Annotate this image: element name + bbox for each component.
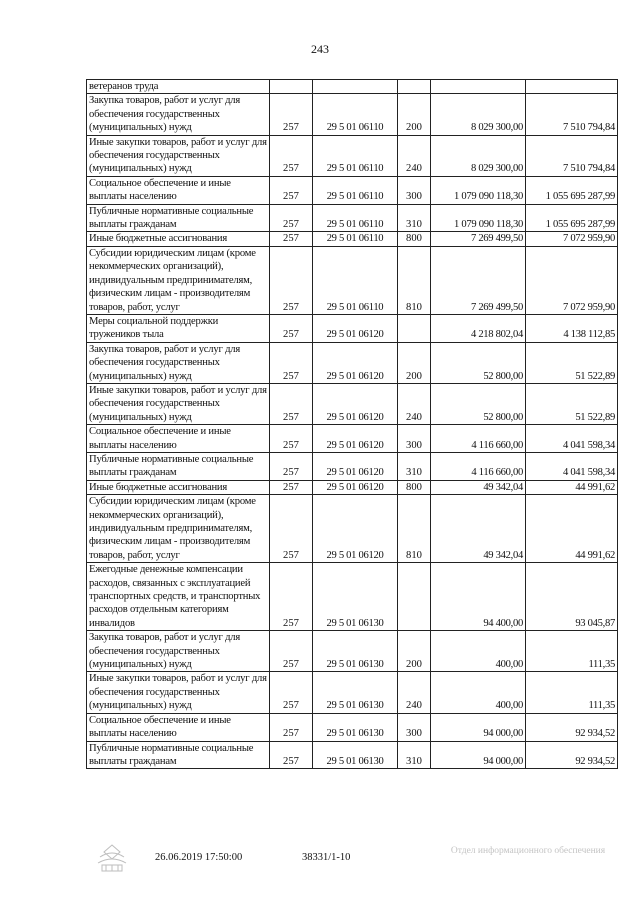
row-planned-amount: 94 000,00	[431, 741, 526, 769]
row-target-code: 29 5 01 06120	[313, 452, 398, 480]
row-executed-amount: 92 934,52	[526, 741, 618, 769]
row-expense-type: 240	[398, 383, 431, 424]
row-planned-amount: 1 079 090 118,30	[431, 204, 526, 232]
row-name: Иные бюджетные ассигнования	[87, 480, 270, 494]
row-name: Ежегодные денежные компенсации расходов, связанных с эксплуатацией транспортных средств, и транспортных расходов отдельным категориям инвалидов	[87, 563, 270, 631]
row-executed-amount: 93 045,87	[526, 563, 618, 631]
row-planned-amount: 49 342,04	[431, 495, 526, 563]
row-executed-amount: 51 522,89	[526, 342, 618, 383]
table-row	[87, 246, 618, 314]
budget-table-body	[87, 80, 618, 769]
row-planned-amount: 4 218 802,04	[431, 314, 526, 342]
row-executed-amount: 7 510 794,84	[526, 135, 618, 176]
table-row	[87, 204, 618, 232]
row-planned-amount: 94 000,00	[431, 713, 526, 741]
row-expense-type: 310	[398, 741, 431, 769]
row-ved-code: 257	[270, 452, 313, 480]
row-ved-code: 257	[270, 383, 313, 424]
emblem-icon	[92, 843, 132, 875]
row-ved-code: 257	[270, 425, 313, 453]
row-planned-amount: 8 029 300,00	[431, 135, 526, 176]
row-target-code: 29 5 01 06110	[313, 246, 398, 314]
table-row	[87, 342, 618, 383]
row-ved-code: 257	[270, 314, 313, 342]
row-name: Публичные нормативные социальные выплаты гражданам	[87, 741, 270, 769]
row-name: Закупка товаров, работ и услуг для обеспечения государственных (муниципальных) нужд	[87, 342, 270, 383]
row-planned-amount: 400,00	[431, 672, 526, 713]
footer-doc-id: 38331/1-10	[302, 852, 351, 863]
table-row	[87, 741, 618, 769]
row-expense-type: 810	[398, 495, 431, 563]
row-executed-amount: 4 138 112,85	[526, 314, 618, 342]
table-row	[87, 425, 618, 453]
row-ved-code: 257	[270, 232, 313, 246]
row-planned-amount	[431, 80, 526, 94]
row-ved-code: 257	[270, 176, 313, 204]
row-planned-amount: 8 029 300,00	[431, 94, 526, 135]
row-ved-code: 257	[270, 563, 313, 631]
row-ved-code: 257	[270, 480, 313, 494]
row-planned-amount: 400,00	[431, 631, 526, 672]
row-name: Иные закупки товаров, работ и услуг для обеспечения государственных (муниципальных) нужд	[87, 383, 270, 424]
table-row	[87, 495, 618, 563]
row-name: Публичные нормативные социальные выплаты гражданам	[87, 452, 270, 480]
row-expense-type	[398, 314, 431, 342]
row-target-code	[313, 80, 398, 94]
row-executed-amount	[526, 80, 618, 94]
row-expense-type	[398, 80, 431, 94]
row-name: Субсидии юридическим лицам (кроме некоммерческих организаций), индивидуальным предпринимателям, физическим лицам - производителям товаров, работ, услуг	[87, 246, 270, 314]
row-target-code: 29 5 01 06120	[313, 342, 398, 383]
row-target-code: 29 5 01 06120	[313, 480, 398, 494]
row-ved-code: 257	[270, 495, 313, 563]
row-expense-type: 200	[398, 631, 431, 672]
row-target-code: 29 5 01 06130	[313, 631, 398, 672]
table-row	[87, 383, 618, 424]
row-executed-amount: 1 055 695 287,99	[526, 176, 618, 204]
row-ved-code	[270, 80, 313, 94]
row-target-code: 29 5 01 06130	[313, 672, 398, 713]
table-row	[87, 94, 618, 135]
row-expense-type: 810	[398, 246, 431, 314]
row-name: Меры социальной поддержки тружеников тыла	[87, 314, 270, 342]
row-planned-amount: 94 400,00	[431, 563, 526, 631]
footer-datetime: 26.06.2019 17:50:00	[155, 852, 243, 863]
page-number: 243	[311, 42, 329, 56]
row-expense-type: 200	[398, 342, 431, 383]
row-planned-amount: 4 116 660,00	[431, 425, 526, 453]
row-target-code: 29 5 01 06110	[313, 135, 398, 176]
table-row	[87, 176, 618, 204]
table-row	[87, 135, 618, 176]
row-executed-amount: 111,35	[526, 672, 618, 713]
row-expense-type: 800	[398, 480, 431, 494]
row-ved-code: 257	[270, 204, 313, 232]
row-target-code: 29 5 01 06120	[313, 495, 398, 563]
row-name: Иные закупки товаров, работ и услуг для обеспечения государственных (муниципальных) нужд	[87, 135, 270, 176]
row-planned-amount: 1 079 090 118,30	[431, 176, 526, 204]
row-executed-amount: 44 991,62	[526, 480, 618, 494]
row-ved-code: 257	[270, 741, 313, 769]
table-row	[87, 232, 618, 246]
row-executed-amount: 4 041 598,34	[526, 452, 618, 480]
table-row	[87, 672, 618, 713]
row-planned-amount: 52 800,00	[431, 383, 526, 424]
table-row	[87, 480, 618, 494]
row-executed-amount: 4 041 598,34	[526, 425, 618, 453]
table-row	[87, 563, 618, 631]
row-executed-amount: 1 055 695 287,99	[526, 204, 618, 232]
row-ved-code: 257	[270, 135, 313, 176]
row-target-code: 29 5 01 06110	[313, 176, 398, 204]
row-planned-amount: 7 269 499,50	[431, 246, 526, 314]
row-target-code: 29 5 01 06120	[313, 383, 398, 424]
table-row	[87, 713, 618, 741]
row-name: Иные закупки товаров, работ и услуг для обеспечения государственных (муниципальных) нужд	[87, 672, 270, 713]
row-name: Социальное обеспечение и иные выплаты населению	[87, 713, 270, 741]
budget-table	[86, 79, 618, 769]
row-name: Публичные нормативные социальные выплаты гражданам	[87, 204, 270, 232]
row-planned-amount: 4 116 660,00	[431, 452, 526, 480]
row-ved-code: 257	[270, 713, 313, 741]
row-expense-type	[398, 563, 431, 631]
row-executed-amount: 51 522,89	[526, 383, 618, 424]
row-ved-code: 257	[270, 342, 313, 383]
table-row	[87, 314, 618, 342]
row-planned-amount: 7 269 499,50	[431, 232, 526, 246]
row-expense-type: 300	[398, 425, 431, 453]
row-name: Иные бюджетные ассигнования	[87, 232, 270, 246]
row-expense-type: 200	[398, 94, 431, 135]
row-executed-amount: 92 934,52	[526, 713, 618, 741]
row-name: Закупка товаров, работ и услуг для обеспечения государственных (муниципальных) нужд	[87, 631, 270, 672]
row-ved-code: 257	[270, 94, 313, 135]
row-target-code: 29 5 01 06110	[313, 94, 398, 135]
row-executed-amount: 7 072 959,90	[526, 246, 618, 314]
row-target-code: 29 5 01 06120	[313, 314, 398, 342]
row-executed-amount: 7 072 959,90	[526, 232, 618, 246]
row-ved-code: 257	[270, 631, 313, 672]
row-expense-type: 300	[398, 176, 431, 204]
row-target-code: 29 5 01 06130	[313, 713, 398, 741]
row-name: ветеранов труда	[87, 80, 270, 94]
row-ved-code: 257	[270, 246, 313, 314]
row-target-code: 29 5 01 06110	[313, 232, 398, 246]
row-target-code: 29 5 01 06130	[313, 741, 398, 769]
row-executed-amount: 7 510 794,84	[526, 94, 618, 135]
row-target-code: 29 5 01 06120	[313, 425, 398, 453]
row-executed-amount: 111,35	[526, 631, 618, 672]
table-row	[87, 631, 618, 672]
row-expense-type: 310	[398, 452, 431, 480]
row-target-code: 29 5 01 06130	[313, 563, 398, 631]
row-target-code: 29 5 01 06110	[313, 204, 398, 232]
row-executed-amount: 44 991,62	[526, 495, 618, 563]
row-name: Закупка товаров, работ и услуг для обеспечения государственных (муниципальных) нужд	[87, 94, 270, 135]
row-ved-code: 257	[270, 672, 313, 713]
row-expense-type: 240	[398, 135, 431, 176]
row-name: Социальное обеспечение и иные выплаты населению	[87, 425, 270, 453]
row-expense-type: 800	[398, 232, 431, 246]
row-expense-type: 300	[398, 713, 431, 741]
table-row	[87, 80, 618, 94]
row-planned-amount: 52 800,00	[431, 342, 526, 383]
row-name: Социальное обеспечение и иные выплаты населению	[87, 176, 270, 204]
row-name: Субсидии юридическим лицам (кроме некоммерческих организаций), индивидуальным предпринимателям, физическим лицам - производителям товаров, работ, услуг	[87, 495, 270, 563]
footer-stamp-text: Отдел информационного обеспечения	[450, 846, 606, 856]
row-expense-type: 310	[398, 204, 431, 232]
row-planned-amount: 49 342,04	[431, 480, 526, 494]
table-row	[87, 452, 618, 480]
row-expense-type: 240	[398, 672, 431, 713]
